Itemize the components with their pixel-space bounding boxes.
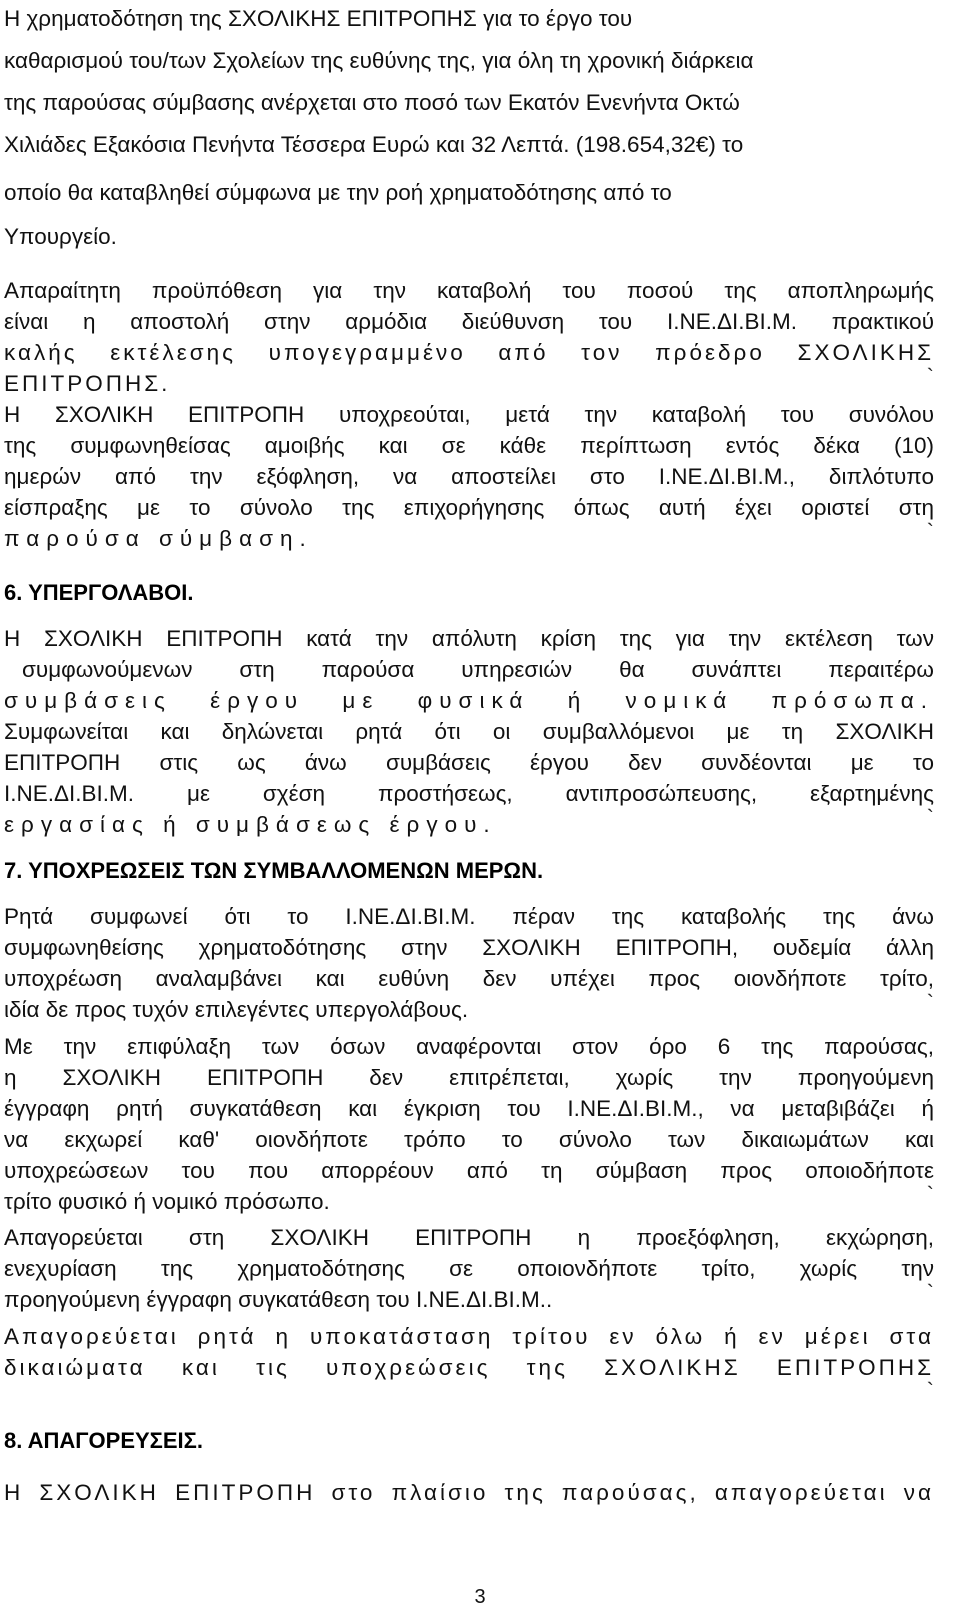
text-line: έγγραφη ρητή συγκατάθεση και έγκριση του Ι.ΝΕ.ΔΙ.ΒΙ.Μ., να μεταβιβάζει ή — [4, 1096, 934, 1121]
text-line: Υπουργείο. — [4, 224, 117, 249]
text-line: ημερών από την εξόφληση, να αποστείλει στο Ι.ΝΕ.ΔΙ.ΒΙ.Μ., διπλότυπο — [4, 464, 934, 489]
text-line: υποχρεώσεων του που απορρέουν από τη σύμβαση προς οποιοδήποτε — [4, 1158, 934, 1183]
text-line: να εκχωρεί καθ' οιονδήποτε τρόπο το σύνολο των δικαιωμάτων και — [4, 1127, 934, 1152]
text-line: Η ΣΧΟΛΙΚΗ ΕΠΙΤΡΟΠΗ στο πλαίσιο της παρούσας, απαγορεύεται να — [4, 1480, 934, 1505]
text-line: Με την επιφύλαξη των όσων αναφέρονται στον όρο 6 της παρούσας, — [4, 1034, 934, 1059]
text-line: είσπραξης με το σύνολο της επιχορήγησης όπως αυτή έχει οριστεί στη — [4, 495, 934, 520]
text-line: τρίτο φυσικό ή νομικό πρόσωπο. — [4, 1189, 330, 1214]
text-line: υποχρέωση αναλαμβάνει και ευθύνη δεν υπέχει προς οιονδήποτε τρίτο, — [4, 966, 934, 991]
text-line: Η ΣΧΟΛΙΚΗ ΕΠΙΤΡΟΠΗ κατά την απόλυτη κρίση της για την εκτέλεση των — [4, 626, 934, 651]
text-line: καλής εκτέλεσης υπογεγραμμένο από τον πρόεδρο ΣΧΟΛΙΚΗΣ — [4, 340, 934, 365]
text-line: οποίο θα καταβληθεί σύμφωνα με την ροή χρηματοδότησης από το — [4, 180, 672, 205]
text-line: συμφωνηθείσης χρηματοδότησης στην ΣΧΟΛΙΚΗ ΕΠΙΤΡΟΠΗ, ουδεμία άλλη — [4, 935, 934, 960]
grave-mark: ` — [926, 364, 934, 389]
text-line: είναι η αποστολή στην αρμόδια διεύθυνση του Ι.ΝΕ.ΔΙ.ΒΙ.Μ. πρακτικού — [4, 309, 934, 334]
text-line: συμφωνούμενων στη παρούσα υπηρεσιών θα συνάπτει περαιτέρω — [22, 657, 934, 682]
text-line: δικαιώματα και τις υποχρεώσεις της ΣΧΟΛΙΚΗΣ ΕΠΙΤΡΟΠΗΣ — [4, 1355, 934, 1380]
text-line: εργασίας ή συμβάσεως έργου. — [4, 812, 497, 837]
text-line: συμβάσεις έργου με φυσικά ή νομικά πρόσωπα. — [4, 688, 934, 713]
section-heading: 6. ΥΠΕΡΓΟΛΑΒΟΙ. — [4, 580, 194, 605]
text-line: Ι.ΝΕ.ΔΙ.ΒΙ.Μ. με σχέση προστήσεως, αντιπροσώπευσης, εξαρτημένης — [4, 781, 934, 806]
text-line: της συμφωνηθείσας αμοιβής και σε κάθε περίπτωση εντός δέκα (10) — [4, 433, 934, 458]
grave-mark: ` — [926, 1280, 934, 1305]
text-line: Η ΣΧΟΛΙΚΗ ΕΠΙΤΡΟΠΗ υποχρεούται, μετά την καταβολή του συνόλου — [4, 402, 934, 427]
text-line: ΕΠΙΤΡΟΠΗ στις ως άνω συμβάσεις έργου δεν συνδέονται με το — [4, 750, 934, 775]
text-line: Απαγορεύεται ρητά η υποκατάσταση τρίτου εν όλω ή εν μέρει στα — [4, 1324, 934, 1349]
grave-mark: ` — [926, 805, 934, 830]
text-line: παρούσα σύμβαση. — [4, 526, 313, 551]
text-line: Απαγορεύεται στη ΣΧΟΛΙΚΗ ΕΠΙΤΡΟΠΗ η προεξόφληση, εκχώρηση, — [4, 1225, 934, 1250]
grave-mark: ` — [926, 1182, 934, 1207]
text-line: Συμφωνείται και δηλώνεται ρητά ότι οι συμβαλλόμενοι με τη ΣΧΟΛΙΚΗ — [4, 719, 934, 744]
grave-mark: ` — [926, 990, 934, 1015]
grave-mark: ` — [926, 1378, 934, 1403]
text-line: καθαρισμού του/των Σχολείων της ευθύνης της, για όλη τη χρονική διάρκεια — [4, 48, 754, 73]
text-line: προηγούμενη έγγραφη συγκατάθεση του Ι.ΝΕ.ΔΙ.ΒΙ.Μ.. — [4, 1287, 553, 1312]
text-line: ιδία δε προς τυχόν επιλεγέντες υπεργολάβους. — [4, 997, 469, 1022]
page-number: 3 — [474, 1586, 486, 1608]
text-line: Ρητά συμφωνεί ότι το Ι.ΝΕ.ΔΙ.ΒΙ.Μ. πέραν της καταβολής της άνω — [4, 904, 934, 929]
section-heading: 8. ΑΠΑΓΟΡΕΥΣΕΙΣ. — [4, 1428, 203, 1453]
text-line: Χιλιάδες Εξακόσια Πενήντα Τέσσερα Ευρώ και 32 Λεπτά. (198.654,32€) το — [4, 132, 744, 157]
grave-mark: ` — [926, 519, 934, 544]
section-heading: 7. ΥΠΟΧΡΕΩΣΕΙΣ ΤΩΝ ΣΥΜΒΑΛΛΟΜΕΝΩΝ ΜΕΡΩΝ. — [4, 858, 544, 883]
text-line: Η χρηματοδότηση της ΣΧΟΛΙΚΗΣ ΕΠΙΤΡΟΠΗΣ για το έργο του — [4, 6, 633, 31]
text-line: της παρούσας σύμβασης ανέρχεται στο ποσό των Εκατόν Ενενήντα Οκτώ — [4, 90, 740, 115]
text-line: ενεχυρίαση της χρηματοδότησης σε οποιονδήποτε τρίτο, χωρίς την — [4, 1256, 934, 1281]
text-line: ΕΠΙΤΡΟΠΗΣ. — [4, 371, 171, 396]
text-line: η ΣΧΟΛΙΚΗ ΕΠΙΤΡΟΠΗ δεν επιτρέπεται, χωρίς την προηγούμενη — [4, 1065, 934, 1090]
text-line: Απαραίτητη προϋπόθεση για την καταβολή του ποσού της αποπληρωμής — [4, 278, 934, 303]
